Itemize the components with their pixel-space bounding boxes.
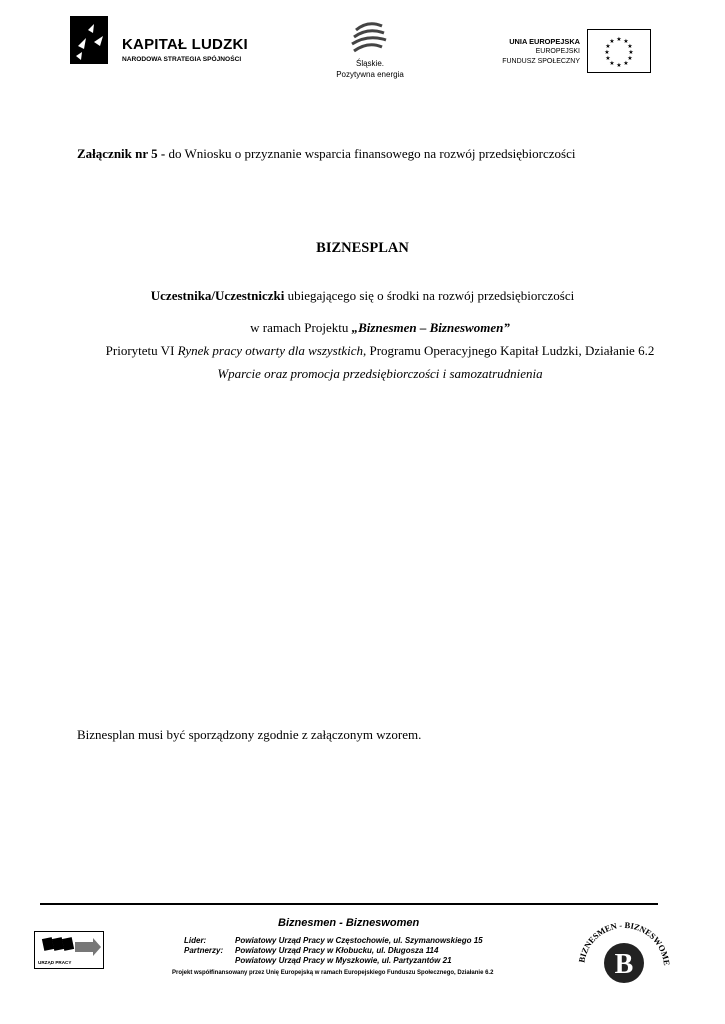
ue-line-2: EUROPEJSKI xyxy=(535,48,580,55)
participant-line xyxy=(0,288,725,304)
ue-line-3: FUNDUSZ SPOŁECZNY xyxy=(502,58,580,65)
svg-text:★: ★ xyxy=(616,36,622,43)
svg-text:★: ★ xyxy=(609,60,615,67)
footer-partners-label: Partnerzy: xyxy=(184,946,224,955)
svg-text:★: ★ xyxy=(623,38,629,45)
svg-text:★: ★ xyxy=(623,60,629,67)
urzad-pracy-label: URZĄD PRACY xyxy=(38,960,72,965)
participant-label: Uczestnika/Uczestniczki xyxy=(150,288,285,303)
footer-cofinance-note: Projekt współfinansowany przez Unię Europejską w ramach Europejskiego Funduszu Społecznego, Działanie 6.2 xyxy=(172,970,494,976)
annex-description: do Wniosku o przyznanie wsparcia finansowego na rozwój przedsiębiorczości xyxy=(165,146,576,161)
svg-text:★: ★ xyxy=(605,55,611,62)
project-name: „Biznesmen – Bizneswomen” xyxy=(351,320,510,335)
biznesmen-bizneswomen-logo-icon xyxy=(570,908,674,986)
footer-leader-label: Lider: xyxy=(184,936,207,945)
kapital-ludzki-logo-icon xyxy=(70,16,108,64)
slaskie-logo-icon xyxy=(320,18,420,58)
annex-number: Załącznik nr 5 - xyxy=(77,146,166,161)
svg-text:★: ★ xyxy=(605,43,611,50)
slaskie-tagline: Pozytywna energia xyxy=(336,70,404,79)
measure-line: Wparcie oraz promocja przedsiębiorczości i samozatrudnienia xyxy=(217,366,543,381)
svg-text:★: ★ xyxy=(628,49,634,56)
document-title: BIZNESPLAN xyxy=(316,240,409,256)
kapital-ludzki-subtitle: NARODOWA STRATEGIA SPÓJNOŚCI xyxy=(122,56,242,63)
priority-prefix: Priorytetu VI xyxy=(105,343,178,358)
project-prefix: w ramach Projektu xyxy=(250,320,352,335)
kapital-ludzki-logo xyxy=(70,16,270,66)
ue-line-1: UNIA EUROPEJSKA xyxy=(509,37,580,46)
bb-logo-letter: B xyxy=(614,949,634,980)
slaskie-logo xyxy=(320,18,420,80)
svg-text:★: ★ xyxy=(627,55,633,62)
project-line xyxy=(0,320,725,336)
footer-divider xyxy=(40,903,658,905)
kapital-ludzki-title: KAPITAŁ LUDZKI xyxy=(122,36,248,53)
eu-flag-icon xyxy=(587,29,651,73)
ue-text-block xyxy=(472,37,580,67)
slaskie-name: Śląskie. xyxy=(355,59,384,68)
footer-partner-2: Powiatowy Urząd Pracy w Myszkowie, ul. Partyzantów 21 xyxy=(235,956,452,965)
instruction-note: Biznesplan musi być sporządzony zgodnie z załączonym wzorem. xyxy=(77,727,422,742)
svg-text:★: ★ xyxy=(604,49,610,56)
priority-suffix: , Programu Operacyjnego Kapitał Ludzki, Działanie 6.2 xyxy=(363,343,655,358)
svg-text:★: ★ xyxy=(609,38,615,45)
priority-name: Rynek pracy otwarty dla wszystkich xyxy=(177,343,363,358)
footer-partner-1: Powiatowy Urząd Pracy w Kłobucku, ul. Długosza 114 xyxy=(235,946,439,955)
participant-description: ubiegającego się o środki na rozwój przedsiębiorczości xyxy=(284,288,575,303)
urzad-pracy-logo-icon xyxy=(34,931,104,969)
svg-text:★: ★ xyxy=(616,62,622,69)
svg-text:★: ★ xyxy=(627,43,633,50)
annex-heading xyxy=(77,146,575,162)
priority-line xyxy=(0,343,725,359)
bb-logo-text: BIZNESMEN - BIZNESWOME xyxy=(576,919,672,967)
footer-leader-value: Powiatowy Urząd Pracy w Częstochowie, ul. Szymanowskiego 15 xyxy=(235,936,483,945)
footer-project-title: Biznesmen - Bizneswomen xyxy=(278,917,420,929)
